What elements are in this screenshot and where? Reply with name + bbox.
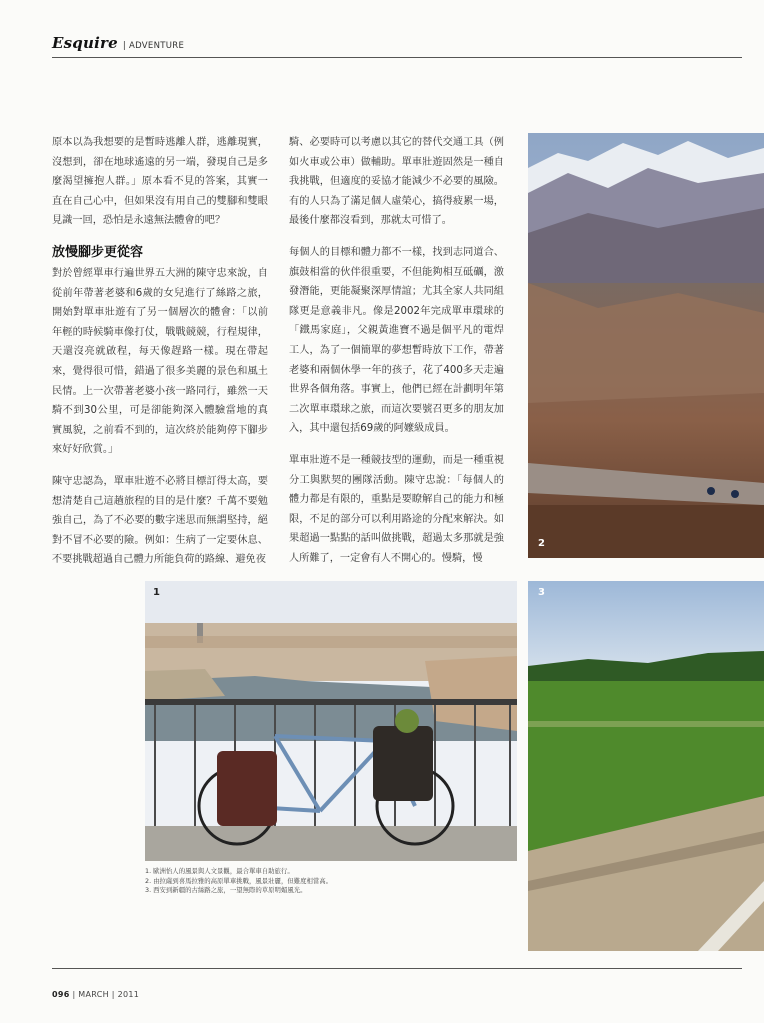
caption: 1. 歐洲怡人的風景與人文景觀，最合單車自助旅行。 [145,867,294,875]
text-column-1 [52,133,268,582]
page-footer [52,990,139,999]
page-number: 096 [52,990,70,999]
photo-number: 1 [153,587,160,598]
paragraph: 每個人的目標和體力都不一樣，找到志同道合、旗鼓相當的伙伴很重要，不但能夠相互砥礪，激發潛能，更能凝聚深厚情誼；尤其全家人共同組隊更是意義非凡。像是2002年完成單車環球的「鐵馬家庭」，父親黃進寶不過是個平凡的電焊工人，為了一個簡單的夢想暫時放下工作，帶著老婆和兩個休學一年的孩子，花了400多天走遍世界各個角落。事實上，他們已經在計劃明年第二次單車環球之旅，而這次要號召更多的朋友加入，其中還包括69歲的阿嬤級成員。 [289,246,504,435]
top-rule [52,57,742,58]
magazine-logo: Esquire [52,34,118,52]
bottom-rule [52,968,742,969]
section-label: | ADVENTURE [122,41,185,51]
photo-bicycle-bridge [145,581,517,861]
paragraph: 騎、必要時可以考慮以其它的替代交通工具（例如火車或公車）做輔助。單車壯遊固然是一種自我挑戰，但適度的妥協才能減少不必要的風險。有的人只為了滿足個人虛榮心，搞得疲累一場，最後什麼都沒看到，那就太可惜了。 [289,137,504,227]
photo-tibet-mountains [528,133,764,558]
caption: 3. 西安到新疆的古絲路之旅，一望無際的草原明媚風光。 [145,886,307,895]
paragraph: 對於曾經單車行遍世界五大洲的陳守忠來說，自從前年帶著老婆和6歲的女兒進行了絲路之旅，開始對單車壯遊有了另一個層次的體會：「以前年輕的時候騎車像打仗，戰戰競競，行程規律，天還沒亮就啟程，每天像趕路一樣。現在帶起來，覺得很可惜，錯過了很多美麗的景色和風土民情。上一次帶著老婆小孩一路同行，雖然一天騎不到30公里，可是卻能夠深入體驗當地的真實風貌，之前看不到的，這次終於能夠停下腳步來好好欣賞。」 [52,267,268,456]
paragraph: 單車壯遊不是一種競技型的運動，而是一種重視分工與默契的團隊活動。陳守忠說：「每個人的體力都是有限的，重點是要瞭解自己的能力和極限，不足的部分可以利用路途的分配來解決。如果超過一點點的話叫做挑戰，超過太多那就是強人所難了，一定會有人不開心的。慢騎，慢 [289,454,504,564]
photo-captions [145,867,332,896]
subheading: 放慢腳步更從容 [52,244,144,260]
photo-number: 2 [538,538,545,549]
paragraph: 原本以為我想要的是暫時逃離人群，逃離現實，沒想到，卻在地球遙遠的另一端，發現自己是多麼渴望擁抱人群。」原本看不見的答案，其實一直在自己心中，但如果沒有用自己的雙腳和雙眼見識一回，恐怕是永遠無法體會的吧？ [52,137,268,227]
photo-grassland [528,581,764,951]
photo-number: 3 [538,587,545,598]
text-column-2 [289,133,504,580]
caption: 2. 由拉薩到喜馬拉雅的高原單車挑戰，風景壯麗，但難度相當高。 [145,876,333,885]
masthead [52,34,184,56]
issue-date: | MARCH | 2011 [72,990,140,999]
paragraph: 陳守忠認為，單車壯遊不必將目標訂得太高，要想清楚自己這趟旅程的目的是什麼？千萬不要勉強自己，為了不必要的數字迷思而無謂堅持，絕對不冒不必要的險。例如：生病了一定要休息、不要挑戰超過自己體力所能負荷的路線、避免夜 [52,475,268,566]
